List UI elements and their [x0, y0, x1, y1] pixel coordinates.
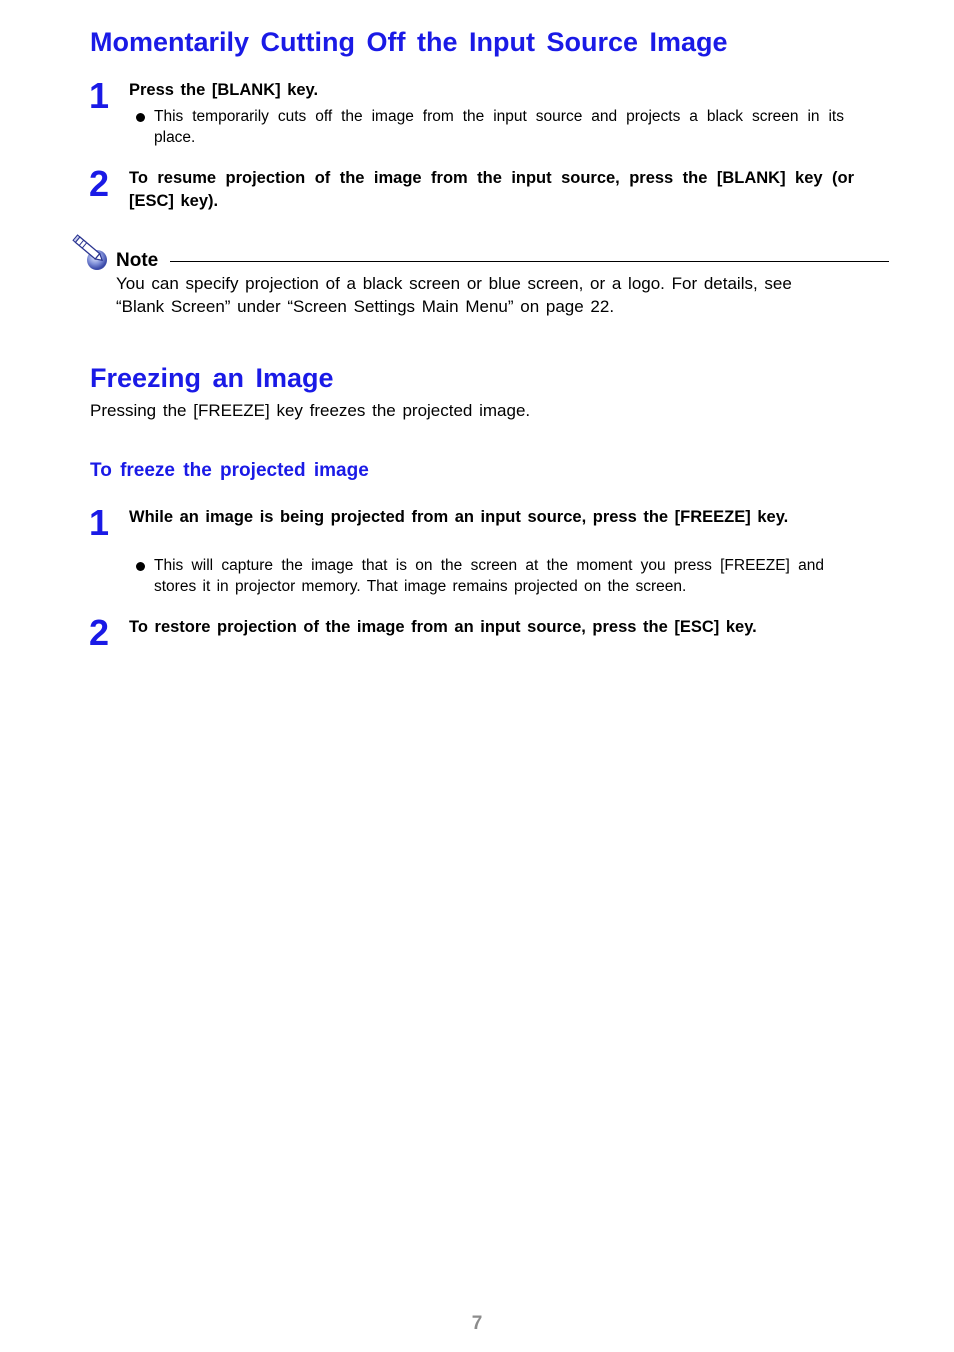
section-title-blank: Momentarily Cutting Off the Input Source Image	[90, 27, 728, 57]
step-number: 1	[89, 502, 110, 543]
step-number: 1	[89, 75, 110, 116]
step-bullet-text: This temporarily cuts off the image from the input source and projects a black screen in its place.	[154, 108, 844, 146]
subsection-title: To freeze the projected image	[90, 460, 369, 481]
step-instruction: To restore projection of the image from an input source, press the [ESC] key.	[129, 618, 757, 636]
note-text: You can specify projection of a black screen or blue screen, or a logo. For details, see “Blank Screen” under “Screen Settings Main Menu” on page 22.	[116, 274, 792, 316]
bullet-dot	[136, 113, 145, 122]
note-title: Note	[116, 250, 159, 271]
step-number: 2	[89, 163, 110, 204]
section-title-freeze: Freezing an Image	[90, 363, 334, 393]
step-instruction: To resume projection of the image from the input source, press the [BLANK] key (or [ESC] key).	[129, 169, 854, 210]
bullet-dot	[136, 562, 145, 571]
step-instruction: Press the [BLANK] key.	[129, 81, 319, 99]
step-bullet-text: This will capture the image that is on the screen at the moment you press [FREEZE] and stores it in projector memory. That image remains projected on the screen.	[154, 557, 824, 595]
step-bullet	[154, 107, 844, 148]
page-number: 7	[471, 1313, 483, 1334]
step-instruction: While an image is being projected from an input source, press the [FREEZE] key.	[129, 508, 789, 526]
pencil-note-icon	[70, 233, 110, 273]
step-number: 2	[89, 612, 110, 653]
note-divider	[170, 261, 889, 262]
step-bullet	[154, 556, 824, 597]
section-intro: Pressing the [FREEZE] key freezes the projected image.	[90, 401, 531, 420]
